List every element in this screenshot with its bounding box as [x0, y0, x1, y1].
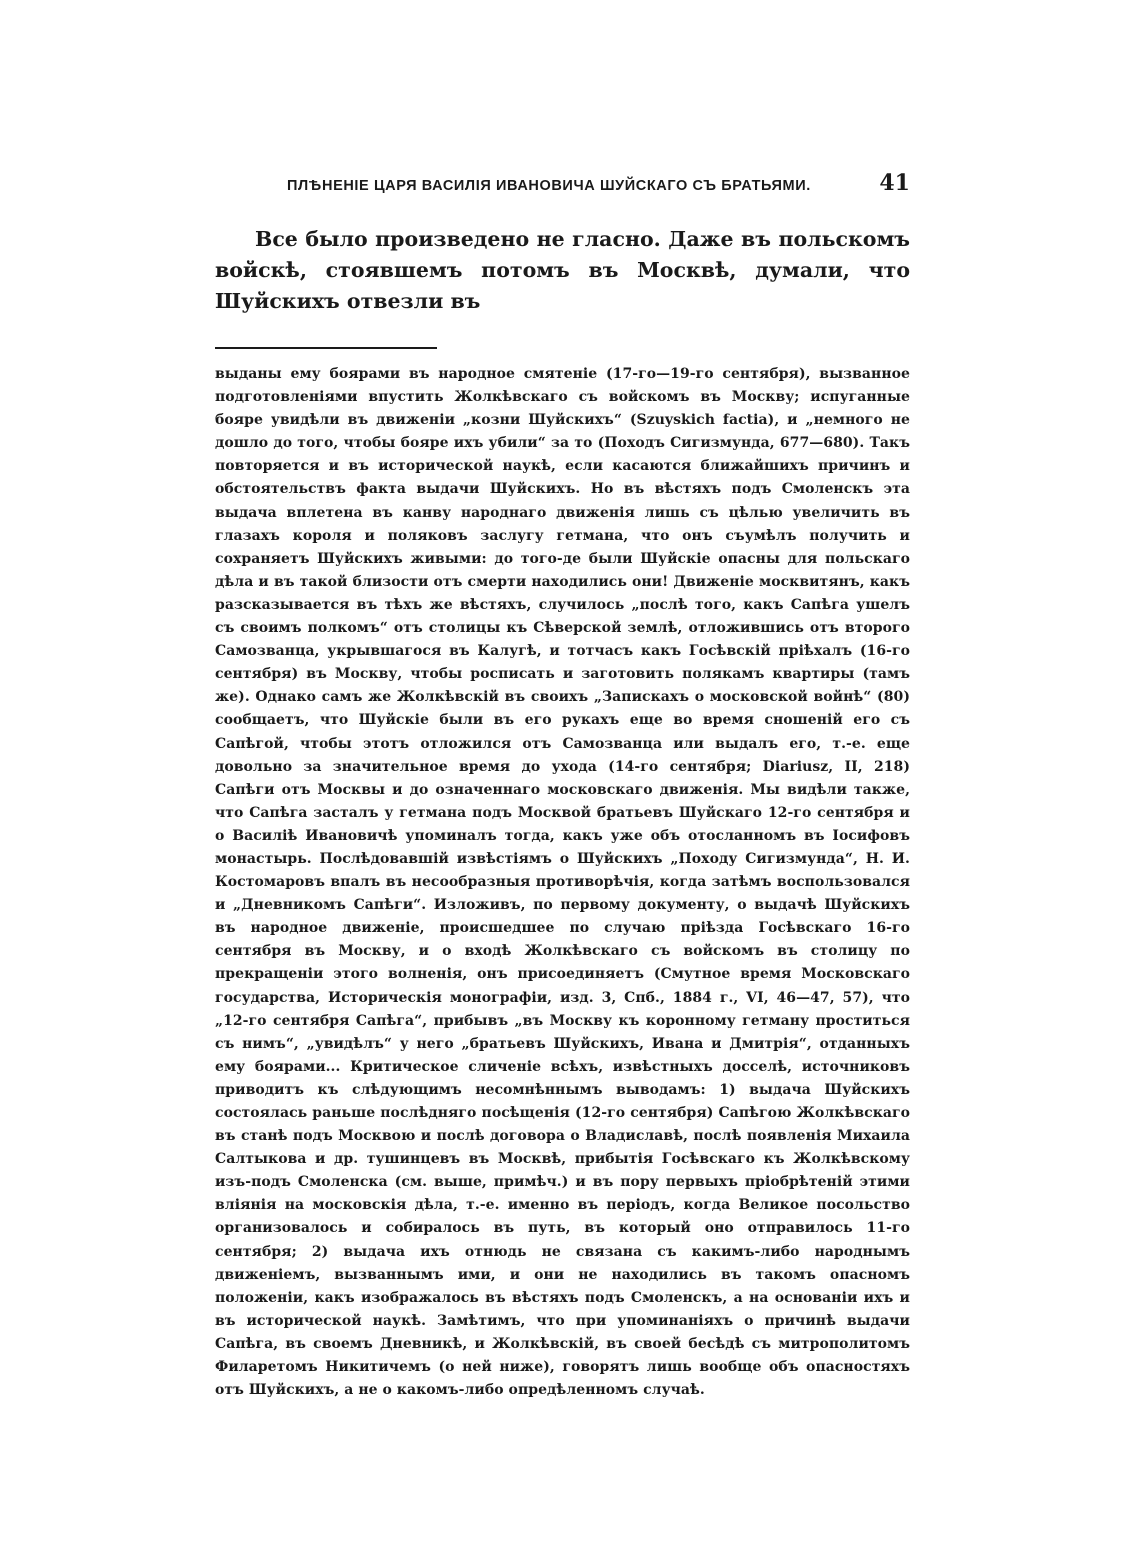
- footnote-rule: [215, 347, 437, 349]
- page-number: 41: [879, 170, 910, 196]
- running-head: [215, 170, 910, 204]
- page-content: [215, 170, 910, 1416]
- footnote-text: выданы ему боярами въ народное смятеніе (17-го—19-го сентября), вызванное подготовленіями впустить Жолкѣвскаго съ войскомъ въ Москву; испуганные бояре увидѣли въ движеніи „козни Шуйскихъ“ (Szuyskich factia), и „немного не дошло до того, чтобы бояре ихъ убили“ за то (Походъ Сигизмунда, 677—680). Такъ повторяется и въ исторической наукѣ, если касаются ближайшихъ причинъ и обстоятельствъ факта выдачи Шуйскихъ. Но въ вѣстяхъ подъ Смоленскъ эта выдача вплетена въ канву народнаго движенія лишь съ цѣлью увеличить въ глазахъ короля и поляковъ заслугу гетмана, что онъ съумѣлъ получить и сохраняетъ Шуйскихъ живыми: до того-де были Шуйскіе опасны для польскаго дѣла и въ такой близости отъ смерти находились они! Движеніе москвитянъ, какъ разсказывается въ тѣхъ же вѣстяхъ, случилось „послѣ того, какъ Сапѣга ушелъ съ своимъ полкомъ“ отъ столицы къ Сѣверской землѣ, отложившись отъ второго Самозванца, укрывшагося въ Калугѣ, и тотчасъ какъ Госѣвскій пріѣхалъ (16-го сентября) въ Москву, чтобы росписать и заготовить полякамъ квартиры (тамъ же). Однако самъ же Жолкѣвскій въ своихъ „Запискахъ о московской войнѣ“ (80) сообщаетъ, что Шуйскіе были въ его рукахъ еще во время сношеній его съ Сапѣгой, чтобы этотъ отложился отъ Самозванца или выдалъ его, т.-е. еще довольно за значительное время до ухода (14-го сентября; Diariusz, II, 218) Сапѣги отъ Москвы и до означеннаго московскаго движенія. Мы видѣли также, что Сапѣга засталъ у гетмана подъ Москвой братьевъ Шуйскаго 12-го сентября и о Василіѣ Ивановичѣ упоминалъ тогда, какъ уже объ отосланномъ въ Іосифовъ монастырь. Послѣдовавшій извѣстіямъ о Шуйскихъ „Походу Сигизмунда“, Н. И. Костомаровъ впалъ въ несообразныя противорѣчія, когда затѣмъ воспользовался и „Дневникомъ Сапѣги“. Изложивъ, по первому документу, о выдачѣ Шуйскихъ въ народное движеніе, происшедшее по случаю пріѣзда Госѣвскаго 16-го сентября въ Москву, и о входѣ Жолкѣвскаго съ войскомъ въ столицу по прекращеніи этого волненія, онъ присоединяетъ (Смутное время Московскаго государства, Историческія монографіи, изд. 3, Спб., 1884 г., VI, 46—47, 57), что „12-го сентября Сапѣга“, прибывъ „въ Москву къ коронному гетману проститься съ нимъ“, „увидѣлъ“ у него „братьевъ Шуйскихъ, Ивана и Дмитрія“, отданныхъ ему боярами... Критическое сличеніе всѣхъ, извѣстныхъ досселѣ, источниковъ приводитъ къ слѣдующимъ несомнѣннымъ выводамъ: 1) выдача Шуйскихъ состоялась раньше послѣдняго посѣщенія (12-го сентября) Сапѣгою Жолкѣвскаго въ станѣ подъ Москвою и послѣ договора о Владиславѣ, послѣ появленія Михаила Салтыкова и др. тушинцевъ въ Москвѣ, прибытія Госѣвскаго къ Жолкѣвскому изъ-подъ Смоленска (см. выше, примѣч.) и въ пору первыхъ пріобрѣтеній этими вліянія на московскія дѣла, т.-е. именно въ періодъ, когда Великое посольство организовалось и собиралось въ путь, въ который оно отправилось 11-го сентября; 2) выдача ихъ отнюдь не связана съ какимъ-либо народнымъ движеніемъ, вызваннымъ ими, и они не находились въ такомъ опасномъ положеніи, какъ изображалось въ вѣстяхъ подъ Смоленскъ, а на основаніи ихъ и въ исторической наукѣ. Замѣтимъ, что при упоминаніяхъ о причинѣ выдачи Сапѣга, въ своемъ Дневникѣ, и Жолкѣвскій, въ своей бесѣдѣ съ митрополитомъ Филаретомъ Никитичемъ (о ней ниже), говорятъ лишь вообще объ опасностяхъ отъ Шуйскихъ, а не о какомъ-либо опредѣленномъ случаѣ.: [215, 366, 910, 1399]
- running-title: ПЛѢНЕНІЕ ЦАРЯ ВАСИЛІЯ ИВАНОВИЧА ШУЙСКАГО СЪ БРАТЬЯМИ.: [287, 178, 811, 194]
- body-paragraph: Все было произведено не гласно. Даже въ польскомъ войскѣ, стоявшемъ потомъ въ Москвѣ, думали, что Шуйскихъ отвезли въ: [215, 227, 910, 313]
